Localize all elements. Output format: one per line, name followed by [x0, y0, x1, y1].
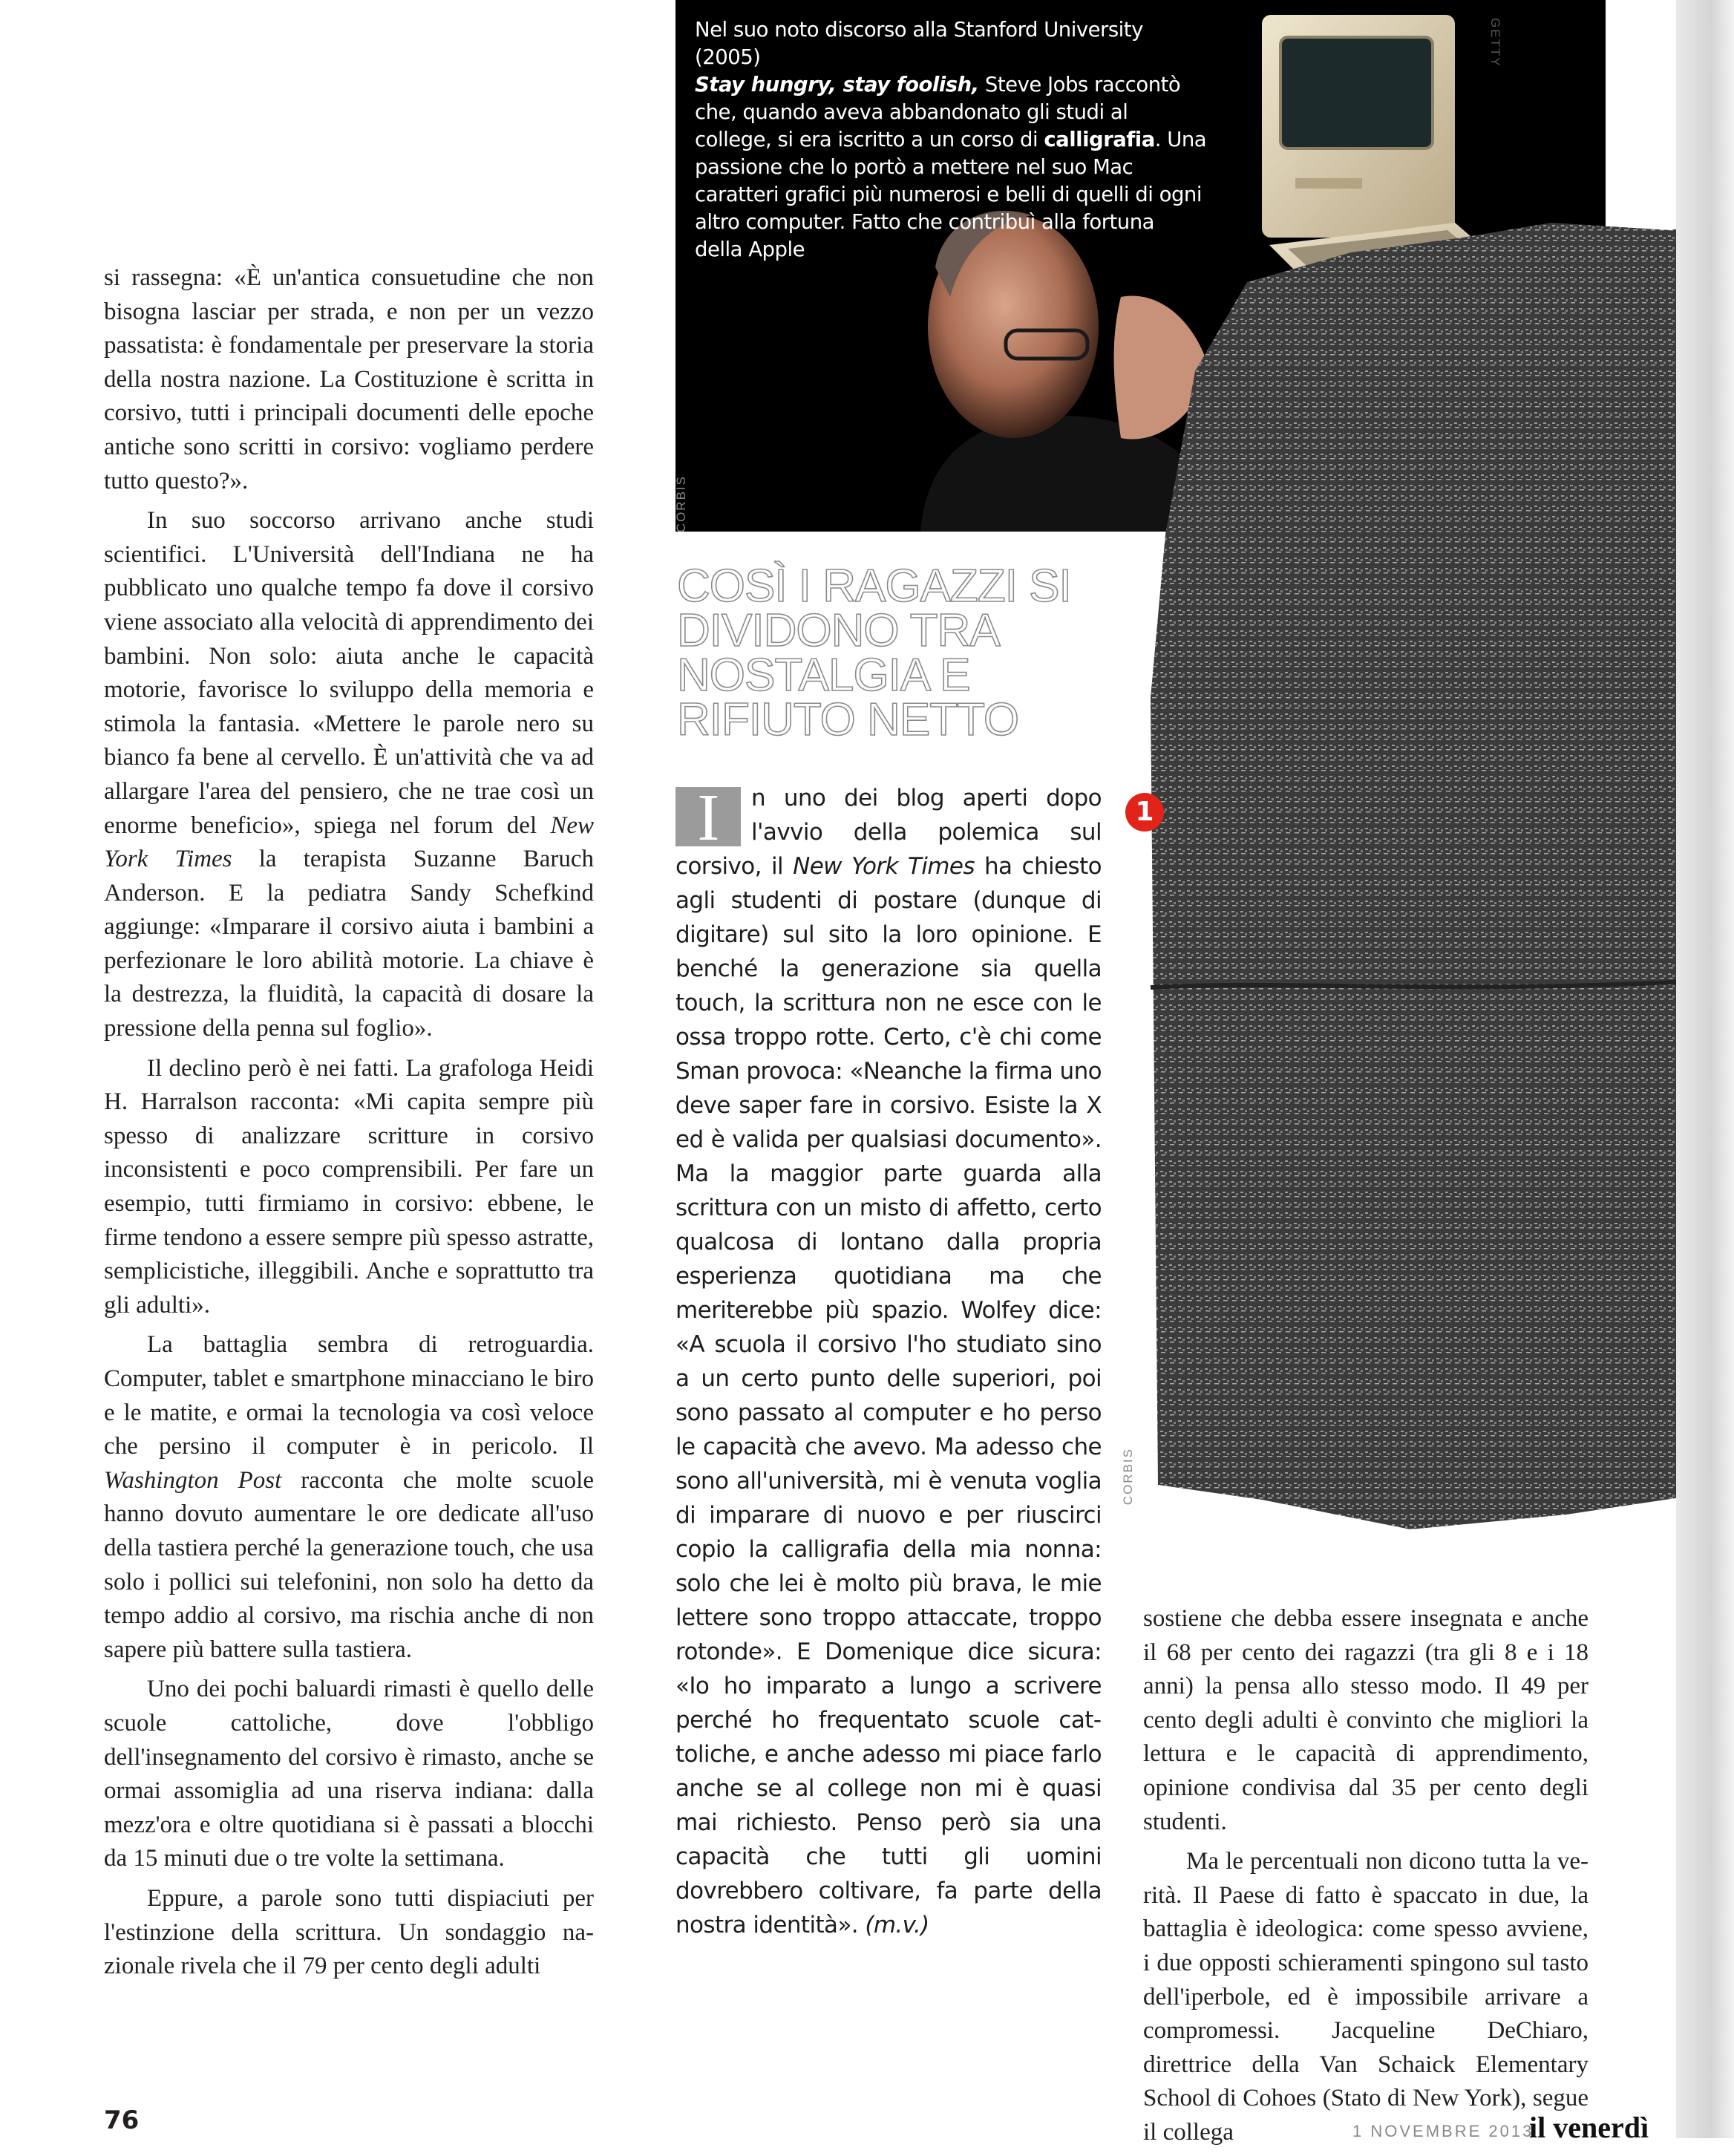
magazine-brand: il venerdì — [1529, 2111, 1649, 2144]
drop-cap: I — [675, 787, 741, 846]
caption-bold-word: calligrafia — [1044, 128, 1155, 151]
issue-date: 1 NOVEMBRE 2013 — [1352, 2122, 1534, 2140]
left-p4-text-b: racconta che molte scuole hanno dovuto aumentare le ore dedicate all'uso della tastiera perché la generazione touch, che usa solo i pollici sui telefonini, non solo ha detto da tempo addio al corsivo, ma rischia anche di non sapere più battere sulla tastiera. — [104, 1466, 594, 1663]
left-p4-italic: Washington Post — [104, 1466, 282, 1494]
page-number: 76 — [104, 2106, 140, 2135]
torn-page-edge — [1676, 0, 1734, 2138]
caption-text-b: . Una passione che lo portò a mettere nel suo Mac caratteri grafici più numerosi e belli di quelli di ogni altro computer. Fatto che contribuì alla fortuna della Apple — [695, 128, 1207, 261]
caption-quote: Stay hungry, stay foolish, — [695, 73, 979, 97]
right-paragraph-2: Ma le percentuali non dicono tutta la verità. Il Paese di fatto è spaccato in due, la battaglia è ideologica: come spesso avviene, i due opposti schieramenti spingono sul tasto dell'iperbole, ed è impossibile arrivare a compromessi. Jacqueline DeChiaro, direttrice della Van Schaick Elementary School di Cohoes (Stato di New York), segue il collega — [1143, 1848, 1589, 2146]
rosetta-stone-image — [1151, 223, 1715, 1529]
left-p2-text-b: la terapista Suzanne Baruch Anderson. E la pediatra Sandy Schefkind aggiunge: «Imparare il corsivo aiuta i bambini a perfezionare le loro abilità motorie. La chiave è la destrezza, la fluidità, la capacità di dosare la pressione della penna sul foglio». — [104, 846, 594, 1042]
right-column — [1143, 1602, 1589, 2156]
caption-text-a: Steve Jobs raccontò che, quando aveva abbandonato gli studi al college, si era iscritto a un corso di — [695, 73, 1181, 151]
left-paragraph-5: Uno dei pochi baluardi rimasti è quello delle scuole cattoliche, dove l'obbligo dell'insegnamento del corsivo è rimasto, anche se ormai assomiglia ad una riserva indiana: dalla mezz'ora e oltre quotidiana si è passati a blocchi da 15 minuti due o tre volte la settimana. — [104, 1676, 594, 1872]
credit-getty: GETTY — [1488, 18, 1502, 68]
sidebar-italic: New York Times — [793, 853, 975, 880]
sidebar-signature: (m.v.) — [865, 1912, 929, 1938]
photo-caption — [695, 16, 1207, 264]
left-p4-text-a: La battaglia sembra di retroguardia. Computer, tablet e smartphone minacciano le biro e le matite, e ormai la tecnologia va così veloce che persino il computer è in pericolo. Il — [104, 1331, 594, 1460]
left-paragraph-6: Eppure, a parole sono tutti dispiaciuti per l'estinzione della scrittura. Un sondaggio nazionale rivela che il 79 per cento degli adulti — [104, 1884, 594, 1980]
left-paragraph-3: Il declino però è nei fatti. La grafologa Heidi H. Harralson racconta: «Mi capita sempre più spesso di analizzare scritture in corsivo inconsistenti e poco comprensibili. Per fare un esempio, tutti firmiamo in corsivo: ebbene, le firme tendono a essere sempre più spesso astratte, semplicistiche, illeggibili. Anche e soprattutto tra gli adulti». — [104, 1054, 594, 1319]
left-paragraph-2 — [104, 504, 594, 1046]
left-p2-italic: New York Times — [104, 811, 594, 873]
credit-corbis-stone: CORBIS — [1121, 1448, 1135, 1506]
left-paragraph-1: si rassegna: «È un'antica consuetudine che non bisogna lasciar per strada, e non per un vezzo passatista: è fondamentale per preservare la storia della nostra nazione. La Costituzione è scritta in corsivo, tutti i principali documenti delle epoche antiche sono scritti in corsivo: vogliamo perdere tutto questo?». — [104, 264, 594, 494]
right-paragraph-1: sostiene che debba essere insegnata e anche il 68 per cento dei ragazzi (tra gli 8 e i 18 anni) la pensa allo stesso modo. Il 49 per cento degli adulti è convinto che migliori la lettura e le capacità di apprendimento, opinione condivisa dal 35 per cento degli studenti. — [1143, 1605, 1589, 1835]
left-paragraph-4 — [104, 1328, 594, 1667]
figure-marker-1: 1 — [1125, 793, 1164, 832]
sidebar-body — [675, 781, 1102, 1942]
sidebar-text-a: n uno dei blog aperti dopo l'avvio della polemica sul corsivo, il — [675, 785, 1102, 880]
left-column — [104, 261, 594, 1990]
caption-line-1: Nel suo noto discorso alla Stanford University (2005) — [695, 18, 1143, 69]
left-p2-text-a: In suo soccorso arrivano anche studi scientifici. L'Università dell'Indiana ne ha pubblicato uno qualche tempo fa dove il corsivo viene associato alla velocità di apprendimento dei bambini. Non solo: aiuta anche le capacità motorie, favorisce lo sviluppo della memoria e stimola la fantasia. «Mettere le parole nero su bianco fa bene al cervello. È un'attività che va ad allargare l'area del pensiero, che ne trae così un enorme beneficio», spiega nel forum del — [104, 507, 594, 839]
sidebar-headline: COSÌ I RAGAZZI SI DIVIDONO TRA NOSTALGIA E RIFIUTO NETTO — [677, 561, 1071, 745]
credit-corbis-photo: CORBIS — [674, 475, 688, 533]
sidebar-text-b: ha chiesto agli studenti di postare (dunque di digitare) sul sito la loro opinione. E benché la generazione sia quella touch, la scrittura non ne esce con le ossa troppo rotte. Certo, c'è chi come Sman provoca: «Neanche la firma uno deve saper fare in corsivo. Esiste la X ed è valida per qualsiasi documento». Ma la maggior parte guarda alla scrittura con un misto di affetto, certo qualcosa di lontano dalla propria esperienza quotidiana ma che meriterebbe più spazio. Wolfey dice: «A scuola il corsivo l'ho studiato sino a un certo punto delle superiori, poi sono passato al computer e ho perso le capacità che avevo. Ma adesso che sono all'università, mi è venuta voglia di imparare di nuovo e per riuscirci copio la calligrafia della mia nonna: solo che lei è molto più brava, le mie lettere sono troppo attaccate, troppo rotonde». E Domenique dice sicura: «Io ho imparato a lungo a scrivere perché ho frequentato scuole cattoliche, e anche adesso mi piace farlo anche se al college non mi è quasi mai richiesto. Penso però sia una capacità che tutti gli uomini dovrebbero coltivare, fa parte della nostra identità». — [675, 853, 1102, 1938]
